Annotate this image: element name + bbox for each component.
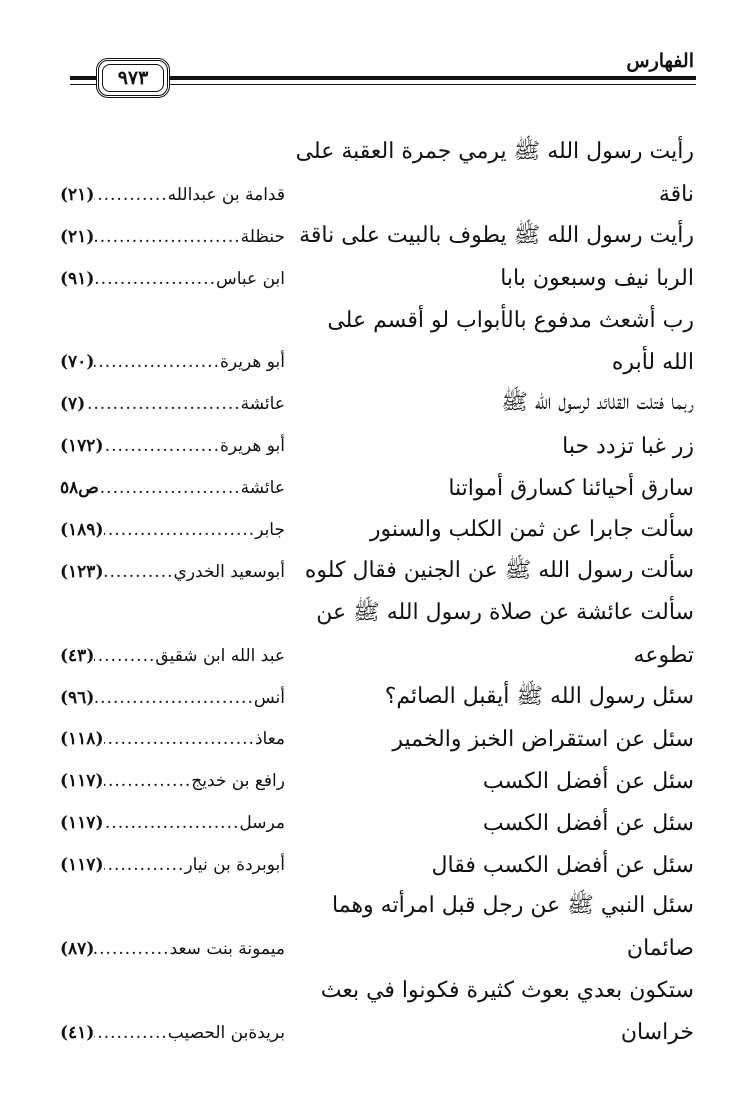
leader-dots	[85, 394, 240, 414]
hadith-phrase: سارق أحيائنا كسارق أمواتنا	[448, 475, 694, 501]
narrator-name: عبد الله ابن شقيق	[155, 645, 285, 666]
narrator-name: بريدةبن الحصيب	[167, 1022, 285, 1043]
hadith-phrase: سئل عن أفضل الكسب	[482, 768, 694, 794]
leader-dots	[94, 688, 254, 708]
narrator-entry	[60, 520, 285, 540]
narrator-entry	[60, 771, 285, 791]
narrator-entry	[60, 855, 285, 875]
index-line	[60, 425, 694, 467]
narrator-name: حنظلة	[240, 226, 285, 247]
hadith-phrase: سألت جابرا عن ثمن الكلب والسنور	[369, 517, 694, 543]
index-line	[60, 258, 694, 300]
narrator-name: معاذ	[254, 729, 285, 750]
narrator-entry	[60, 1023, 285, 1043]
hadith-phrase: تطوعه	[633, 643, 694, 669]
hadith-phrase: سئل رسول الله ﷺ أيقبل الصائم؟	[384, 683, 694, 709]
leader-dots	[94, 939, 169, 959]
narrator-entry	[60, 436, 285, 456]
hadith-phrase: ربما فتلت القلائد لرسول الله ﷺ	[501, 390, 694, 416]
hadith-phrase: زر غبا تزدد حبا	[562, 433, 694, 459]
running-header-title: الفهارس	[626, 50, 694, 72]
index-line	[60, 677, 694, 719]
leader-dots	[94, 185, 167, 205]
narrator-entry	[60, 939, 285, 959]
narrator-name: أبو هريرة	[219, 352, 285, 373]
index-line	[60, 760, 694, 802]
hadith-phrase: سئل عن أفضل الكسب	[482, 810, 694, 836]
narrator-entry	[60, 352, 285, 372]
hadith-phrase: سألت رسول الله ﷺ عن الجنين فقال كلوه	[304, 557, 694, 583]
narrator-name: أبوسعيد الخدري	[173, 561, 285, 582]
narrator-name: ميمونة بنت سعد	[169, 938, 285, 959]
hadith-phrase: الربا نيف وسبعون بابا	[500, 266, 694, 292]
index-line	[60, 844, 694, 886]
hadith-reference-number: (٢١)	[60, 226, 95, 247]
leader-dots	[94, 646, 155, 666]
index-line	[60, 383, 694, 425]
leader-dots	[94, 352, 220, 372]
hadith-reference-number: (٤٣)	[60, 645, 95, 666]
page-number-box	[96, 58, 170, 98]
hadith-phrase: سئل عن استقراض الخبز والخمير	[392, 726, 694, 752]
narrator-entry	[60, 688, 285, 708]
hadith-reference-number: ص٥٨	[60, 478, 99, 499]
index-line	[60, 467, 694, 509]
hadith-reference-number: (٧٠)	[60, 352, 95, 373]
hadith-phrase: رب أشعث مدفوع بالأبواب لو أقسم على	[327, 308, 694, 333]
leader-dots	[94, 269, 216, 289]
narrator-name: أبوبردة بن نيار	[184, 855, 285, 876]
index-line	[60, 300, 694, 342]
hadith-reference-number: (١١٧)	[60, 855, 104, 876]
hadith-phrase: سألت عائشة عن صلاة رسول الله ﷺ عن	[316, 599, 694, 625]
hadith-phrase: رأيت رسول الله ﷺ يطوف بالبيت على ناقة	[299, 222, 694, 248]
leader-dots	[104, 520, 256, 540]
hadith-reference-number: (١٧٢)	[60, 436, 104, 457]
index-line	[60, 970, 694, 1012]
index-entries	[60, 132, 694, 1054]
index-line	[60, 132, 694, 174]
narrator-entry	[60, 646, 285, 666]
index-line	[60, 802, 694, 844]
narrator-name: جابر	[255, 519, 285, 540]
hadith-reference-number: (٧)	[60, 394, 86, 415]
leader-dots	[104, 729, 255, 749]
narrator-name: قدامة بن عبدالله	[167, 184, 285, 205]
index-line	[60, 928, 694, 970]
index-line	[60, 341, 694, 383]
narrator-entry	[60, 185, 285, 205]
index-line	[60, 593, 694, 635]
narrator-entry	[60, 562, 285, 582]
hadith-reference-number: (١١٨)	[60, 729, 104, 750]
narrator-name: أنس	[253, 687, 285, 708]
hadith-phrase: الله لأبره	[611, 349, 694, 375]
narrator-entry	[60, 269, 285, 289]
hadith-phrase: رأيت رسول الله ﷺ يرمي جمرة العقبة على	[295, 138, 694, 164]
index-line	[60, 174, 694, 216]
hadith-phrase: سئل النبي ﷺ عن رجل قبل امرأته وهما	[332, 892, 694, 918]
narrator-entry	[60, 227, 285, 247]
leader-dots	[104, 436, 220, 456]
hadith-reference-number: (٩١)	[60, 268, 95, 289]
narrator-entry	[60, 394, 285, 414]
narrator-name: مرسل	[239, 813, 285, 834]
narrator-name: ابن عباس	[215, 268, 285, 289]
narrator-entry	[60, 813, 285, 833]
index-line	[60, 718, 694, 760]
leader-dots	[99, 478, 241, 498]
narrator-name: عائشة	[240, 478, 285, 499]
leader-dots	[94, 1023, 167, 1043]
leader-dots	[104, 855, 185, 875]
hadith-phrase: ناقة	[658, 182, 694, 208]
hadith-phrase: خراسان	[620, 1020, 694, 1046]
hadith-reference-number: (٤١)	[60, 1022, 95, 1043]
leader-dots	[104, 771, 192, 791]
index-line	[60, 216, 694, 258]
hadith-reference-number: (٨٧)	[60, 938, 95, 959]
index-line	[60, 635, 694, 677]
hadith-reference-number: (١١٧)	[60, 771, 104, 792]
hadith-reference-number: (٩٦)	[60, 687, 95, 708]
narrator-name: رافع بن خديج	[191, 771, 285, 792]
hadith-reference-number: (١٨٩)	[60, 519, 104, 540]
narrator-entry	[60, 478, 285, 498]
narrator-name: عائشة	[240, 394, 285, 415]
hadith-reference-number: (١١٧)	[60, 813, 104, 834]
leader-dots	[104, 562, 174, 582]
hadith-phrase: سئل عن أفضل الكسب فقال	[431, 852, 694, 878]
index-line	[60, 551, 694, 593]
leader-dots	[94, 227, 240, 247]
index-line	[60, 509, 694, 551]
page-number: ٩٧٣	[117, 67, 149, 89]
narrator-entry	[60, 729, 285, 749]
hadith-reference-number: (١٢٣)	[60, 561, 104, 582]
leader-dots	[104, 813, 240, 833]
index-line	[60, 886, 694, 928]
hadith-phrase: ستكون بعدي بعوث كثيرة فكونوا في بعث	[320, 978, 694, 1004]
narrator-name: أبو هريرة	[219, 436, 285, 457]
index-line	[60, 1012, 694, 1054]
hadith-phrase: صائمان	[626, 936, 694, 962]
hadith-reference-number: (٢١)	[60, 184, 95, 205]
